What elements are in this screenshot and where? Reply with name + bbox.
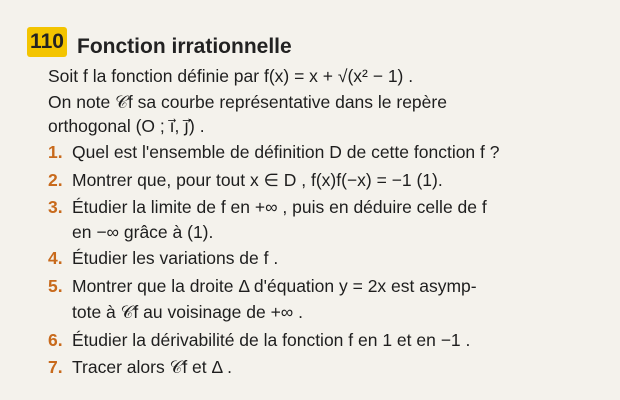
question-2-number: 2. — [48, 170, 63, 190]
question-5-number: 5. — [48, 276, 63, 296]
question-4-text: Étudier les variations de f . — [72, 248, 279, 268]
question-5-text: Montrer que la droite Δ d'équation y = 2x est asymp- — [72, 276, 477, 296]
intro-line-3-text: orthogonal (O ; i⃗, j⃗) . — [48, 116, 205, 136]
question-4 — [48, 248, 278, 269]
question-7 — [48, 357, 232, 378]
question-5-continued — [48, 302, 303, 323]
intro-line-3 — [48, 116, 205, 137]
question-5-continued-text: tote à 𝒞f au voisinage de +∞ . — [72, 302, 304, 322]
question-3 — [48, 197, 487, 218]
question-6 — [48, 330, 470, 351]
intro-line-2-text: On note 𝒞f sa courbe représentative dans le repère — [48, 92, 447, 112]
question-5 — [48, 276, 477, 297]
intro-line-1-text: Soit f la fonction définie par f(x) = x + √(x² − 1) . — [48, 66, 414, 86]
question-7-text: Tracer alors 𝒞f et Δ . — [72, 357, 232, 377]
exercise-number-badge: 110 — [27, 27, 67, 57]
question-6-number: 6. — [48, 330, 63, 350]
question-3-continued-text: en −∞ grâce à (1). — [72, 222, 214, 242]
question-3-text: Étudier la limite de f en +∞ , puis en déduire celle de f — [72, 197, 487, 217]
question-4-number: 4. — [48, 248, 63, 268]
question-1-number: 1. — [48, 142, 63, 162]
question-6-text: Étudier la dérivabilité de la fonction f en 1 et en −1 . — [72, 330, 471, 350]
intro-line-2 — [48, 92, 447, 113]
intro-line-1 — [48, 66, 413, 87]
question-3-number: 3. — [48, 197, 63, 217]
question-3-continued — [48, 222, 213, 243]
question-1-text: Quel est l'ensemble de définition D de cette fonction f ? — [72, 142, 500, 162]
question-2 — [48, 170, 443, 191]
question-7-number: 7. — [48, 357, 63, 377]
exercise-title: Fonction irrationnelle — [77, 35, 292, 58]
question-2-text: Montrer que, pour tout x ∈ D , f(x)f(−x) = −1 (1). — [72, 170, 443, 190]
question-1 — [48, 142, 500, 163]
